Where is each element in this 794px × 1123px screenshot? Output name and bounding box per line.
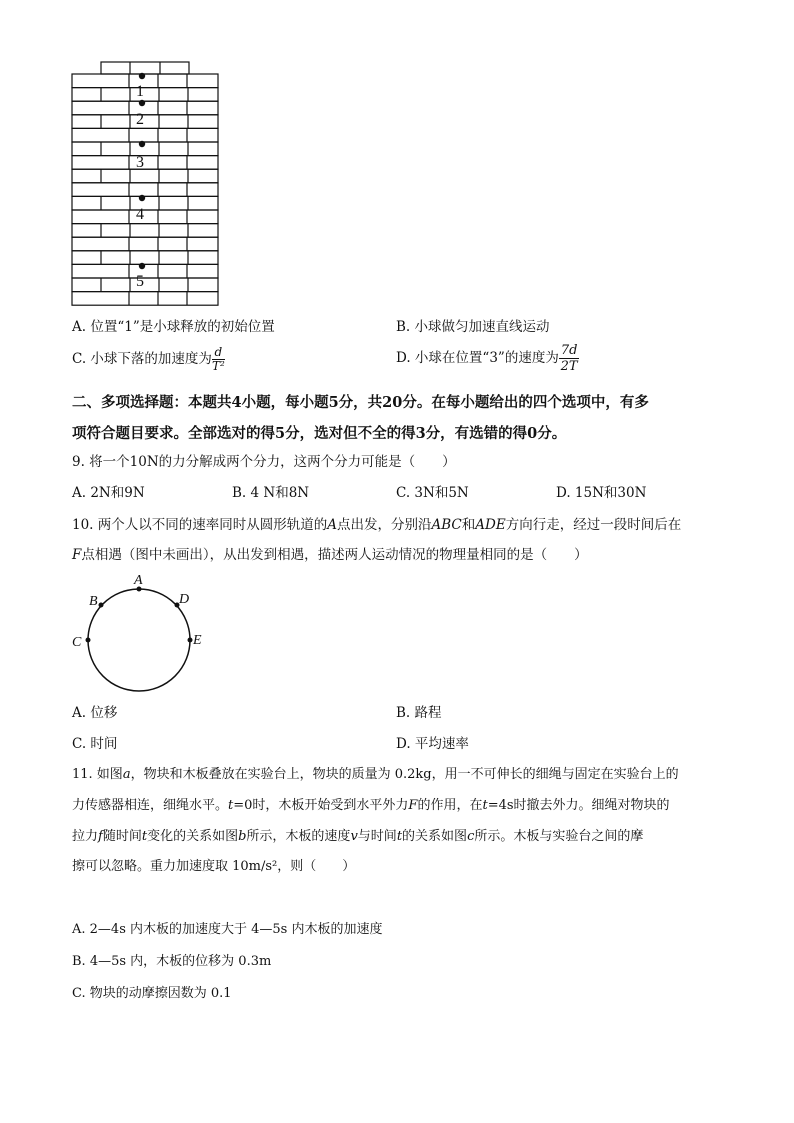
ball-label: 3: [136, 154, 144, 171]
q8-option-b[interactable]: B. 小球做匀加速直线运动: [396, 319, 550, 335]
q11-stem-line-3: 拉力f随时间t变化的关系如图b所示，木板的速度v与时间t的关系如图c所示。木板与实验台之间的摩: [72, 829, 644, 844]
q11-stem-line-1: 11. 如图a，物块和木板叠放在实验台上，物块的质量为 0.2kg，用一不可伸长的细绳与固定在实验台上的: [72, 767, 679, 782]
brick-row: [72, 183, 218, 197]
point-e: [188, 638, 193, 643]
section-heading-line-2: 项符合题目要求。全部选对的得5分，选对但不全的得3分，有选错的得0分。: [72, 425, 567, 442]
point-b: [99, 603, 104, 608]
brick-row: [72, 251, 218, 265]
q9-option-c[interactable]: C. 3N和5N: [396, 485, 469, 501]
point-label: B: [89, 594, 98, 609]
q10-stem-line-1: 10. 两个人以不同的速率同时从圆形轨道的A点出发，分别沿ABC和ADE方向行走，经过一段时间后在: [72, 517, 682, 533]
brick-row: [72, 169, 218, 183]
point-label: A: [134, 573, 143, 588]
brick-row: [72, 278, 218, 292]
brick-row: [72, 237, 218, 251]
brick-row: [72, 128, 218, 142]
q8-option-d[interactable]: [396, 343, 579, 374]
q9-option-d[interactable]: D. 15N和30N: [556, 485, 647, 501]
ball-position-5: [139, 263, 145, 269]
point-label: E: [193, 633, 202, 648]
ball-position-2: [139, 100, 145, 106]
q8-option-c-text: C. 小球下落的加速度为: [72, 351, 212, 367]
point-label: C: [72, 635, 82, 650]
point-label: D: [179, 592, 190, 607]
q9-option-a[interactable]: A. 2N和9N: [72, 485, 145, 501]
point-c: [86, 638, 91, 643]
section-heading-line-1: 二、多项选择题：本题共4小题，每小题5分，共20分。在每小题给出的四个选项中，有多: [72, 394, 649, 411]
brick-row: [72, 156, 218, 170]
brick-wall-figure: [70, 60, 222, 310]
q10-option-d[interactable]: D. 平均速率: [396, 736, 469, 752]
ball-position-1: [139, 73, 145, 79]
q11-option-b[interactable]: B. 4—5s 内，木板的位移为 0.3m: [72, 954, 272, 969]
ball-label: 1: [136, 83, 144, 100]
brick-row: [72, 115, 218, 129]
q8-option-a[interactable]: A. 位置“1”是小球释放的初始位置: [72, 319, 275, 335]
q10-option-a[interactable]: A. 位移: [72, 705, 118, 721]
q11-option-c[interactable]: C. 物块的动摩擦因数为 0.1: [72, 986, 232, 1001]
q11-stem-line-4: 擦可以忽略。重力加速度取 10m/s²，则（ ）: [72, 859, 356, 874]
q10-stem-line-2: F点相遇（图中未画出），从出发到相遇，描述两人运动情况的物理量相同的是（ ）: [72, 547, 588, 563]
circle-track-figure: [68, 572, 218, 697]
ball-label: 4: [136, 206, 144, 223]
ball-label: 2: [136, 111, 144, 128]
q9-stem: 9. 将一个10N的力分解成两个分力，这两个分力可能是（ ）: [72, 454, 456, 470]
q10-option-b[interactable]: B. 路程: [396, 705, 442, 721]
q8-option-d-text: D. 小球在位置“3”的速度为: [396, 350, 559, 366]
q9-option-b[interactable]: B. 4 N和8N: [232, 485, 310, 501]
q11-stem-line-2: 力传感器相连，细绳水平。t=0时，木板开始受到水平外力F的作用，在t=4s时撤去外力。细绳对物块的: [72, 798, 670, 813]
q8-option-c[interactable]: [72, 346, 225, 373]
q11-option-a[interactable]: A. 2—4s 内木板的加速度大于 4—5s 内木板的加速度: [72, 922, 383, 937]
brick-row: [72, 88, 218, 102]
ball-label: 5: [136, 273, 144, 290]
fraction-7d-over-2t: $\frac{7d}{2T}$: [560, 343, 578, 374]
brick-row: [72, 210, 218, 224]
ball-position-4: [139, 195, 145, 201]
q10-option-c[interactable]: C. 时间: [72, 736, 118, 752]
ball-position-3: [139, 141, 145, 147]
brick-row: [72, 224, 218, 238]
fraction-d-over-t2: $\frac{d}{\text{T²}}$: [211, 345, 225, 373]
brick-row: [72, 292, 218, 306]
